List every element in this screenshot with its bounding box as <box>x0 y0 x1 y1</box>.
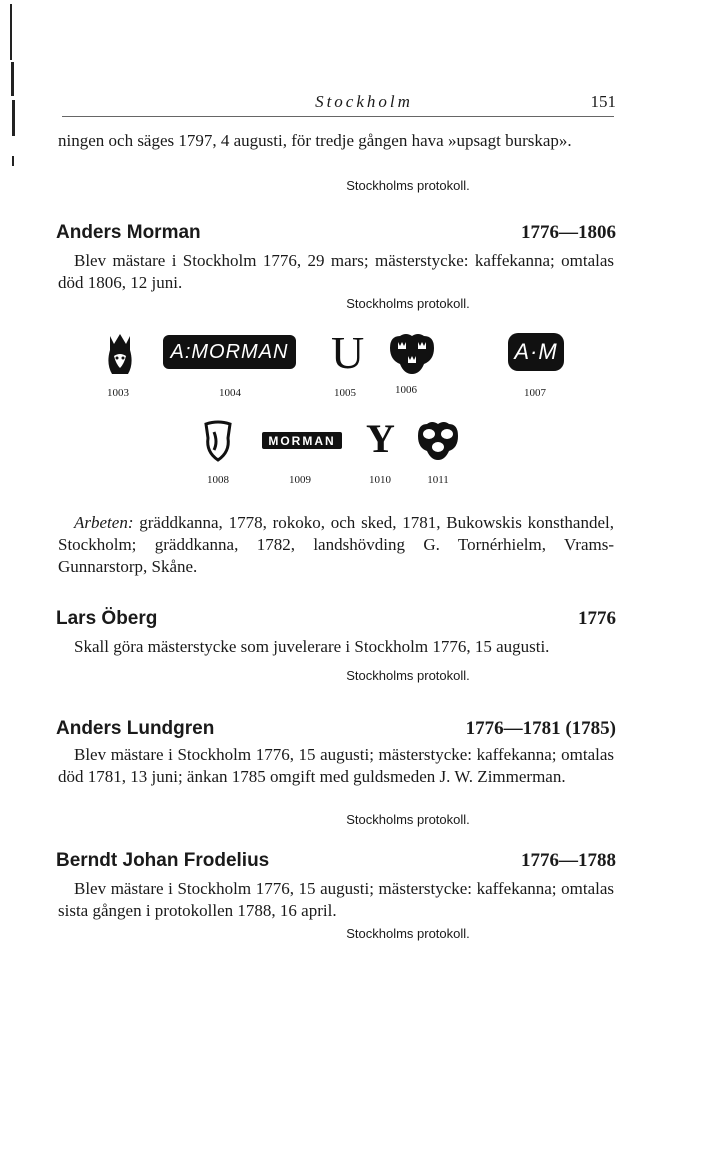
mark-number: 1008 <box>207 474 229 486</box>
entry-name: Berndt Johan Frodelius <box>56 850 270 871</box>
mark-number: 1007 <box>524 387 546 399</box>
intro-source: Stockholms protokoll. <box>346 178 470 193</box>
works-label: Arbeten: <box>74 513 134 532</box>
entry-text: Blev mästare i Stockholm 1776, 15 augusti; mästerstycke: kaffekanna; omtalas sista gången i protokollen 1788, 16 april. <box>58 879 614 920</box>
entry-source: Stockholms protokoll. <box>346 668 470 683</box>
mark-number: 1004 <box>219 387 241 399</box>
page-number: 151 <box>590 92 616 111</box>
entry-source: Stockholms protokoll. <box>346 926 470 941</box>
entry-name: Lars Öberg <box>56 608 158 629</box>
entry-source: Stockholms protokoll. <box>346 812 470 827</box>
mark-number: 1010 <box>369 474 391 486</box>
scan-edge-mark <box>10 4 12 60</box>
entry-years: 1776—1781 (1785) <box>465 718 616 739</box>
running-header-title: Stockholm <box>315 92 413 111</box>
mark-number: 1005 <box>334 387 356 399</box>
entry-text: Blev mästare i Stockholm 1776, 29 mars; mästerstycke: kaffekanna; omtalas död 1806, 12 juni. <box>58 251 614 292</box>
mark-number: 1009 <box>289 474 311 486</box>
mark-number: 1003 <box>107 387 129 399</box>
mark-number: 1006 <box>395 384 417 396</box>
works-paragraph <box>58 512 614 578</box>
three-crowns-mark-icon <box>386 330 438 378</box>
header-rule <box>62 116 614 117</box>
scan-edge-mark <box>12 156 14 166</box>
intro-paragraph: ningen och säges 1797, 4 augusti, för tredje gången hava »upsagt burskap». <box>58 131 572 150</box>
works-text: gräddkanna, 1778, rokoko, och sked, 1781, Bukowskis konsthandel, Stockholm; gräddkanna, 1782, landshövding G. Tornérhielm, Vrams-Gunnarstorp, Skåne. <box>58 513 614 576</box>
entry-text: Blev mästare i Stockholm 1776, 15 augusti; mästerstycke: kaffekanna; omtalas död 1781, 13 juni; änkan 1785 omgift med guldsmeden J. W. Zimmerman. <box>58 745 614 786</box>
mark-stamp-a-morman: A:MORMAN <box>163 335 296 369</box>
entry-source: Stockholms protokoll. <box>346 296 470 311</box>
entry-text: Skall göra mästerstycke som juvelerare i Stockholm 1776, 15 augusti. <box>74 637 550 656</box>
mark-number: 1011 <box>427 474 449 486</box>
crowned-head-mark-icon <box>100 330 140 380</box>
three-crowns-mark-icon <box>414 418 462 464</box>
date-letter-outline-mark-icon <box>200 418 236 464</box>
scan-edge-mark <box>11 62 14 96</box>
mark-stamp-a-m: A·M <box>508 333 564 371</box>
entry-years: 1776—1806 <box>521 222 616 243</box>
date-letter-mark: Y <box>366 416 395 461</box>
entry-years: 1776—1788 <box>521 850 616 871</box>
entry-name: Anders Morman <box>56 222 201 243</box>
entry-name: Anders Lundgren <box>56 718 215 739</box>
mark-stamp-morman: MORMAN <box>262 432 342 449</box>
entry-years: 1776 <box>578 608 616 629</box>
date-letter-mark: U <box>331 327 365 378</box>
